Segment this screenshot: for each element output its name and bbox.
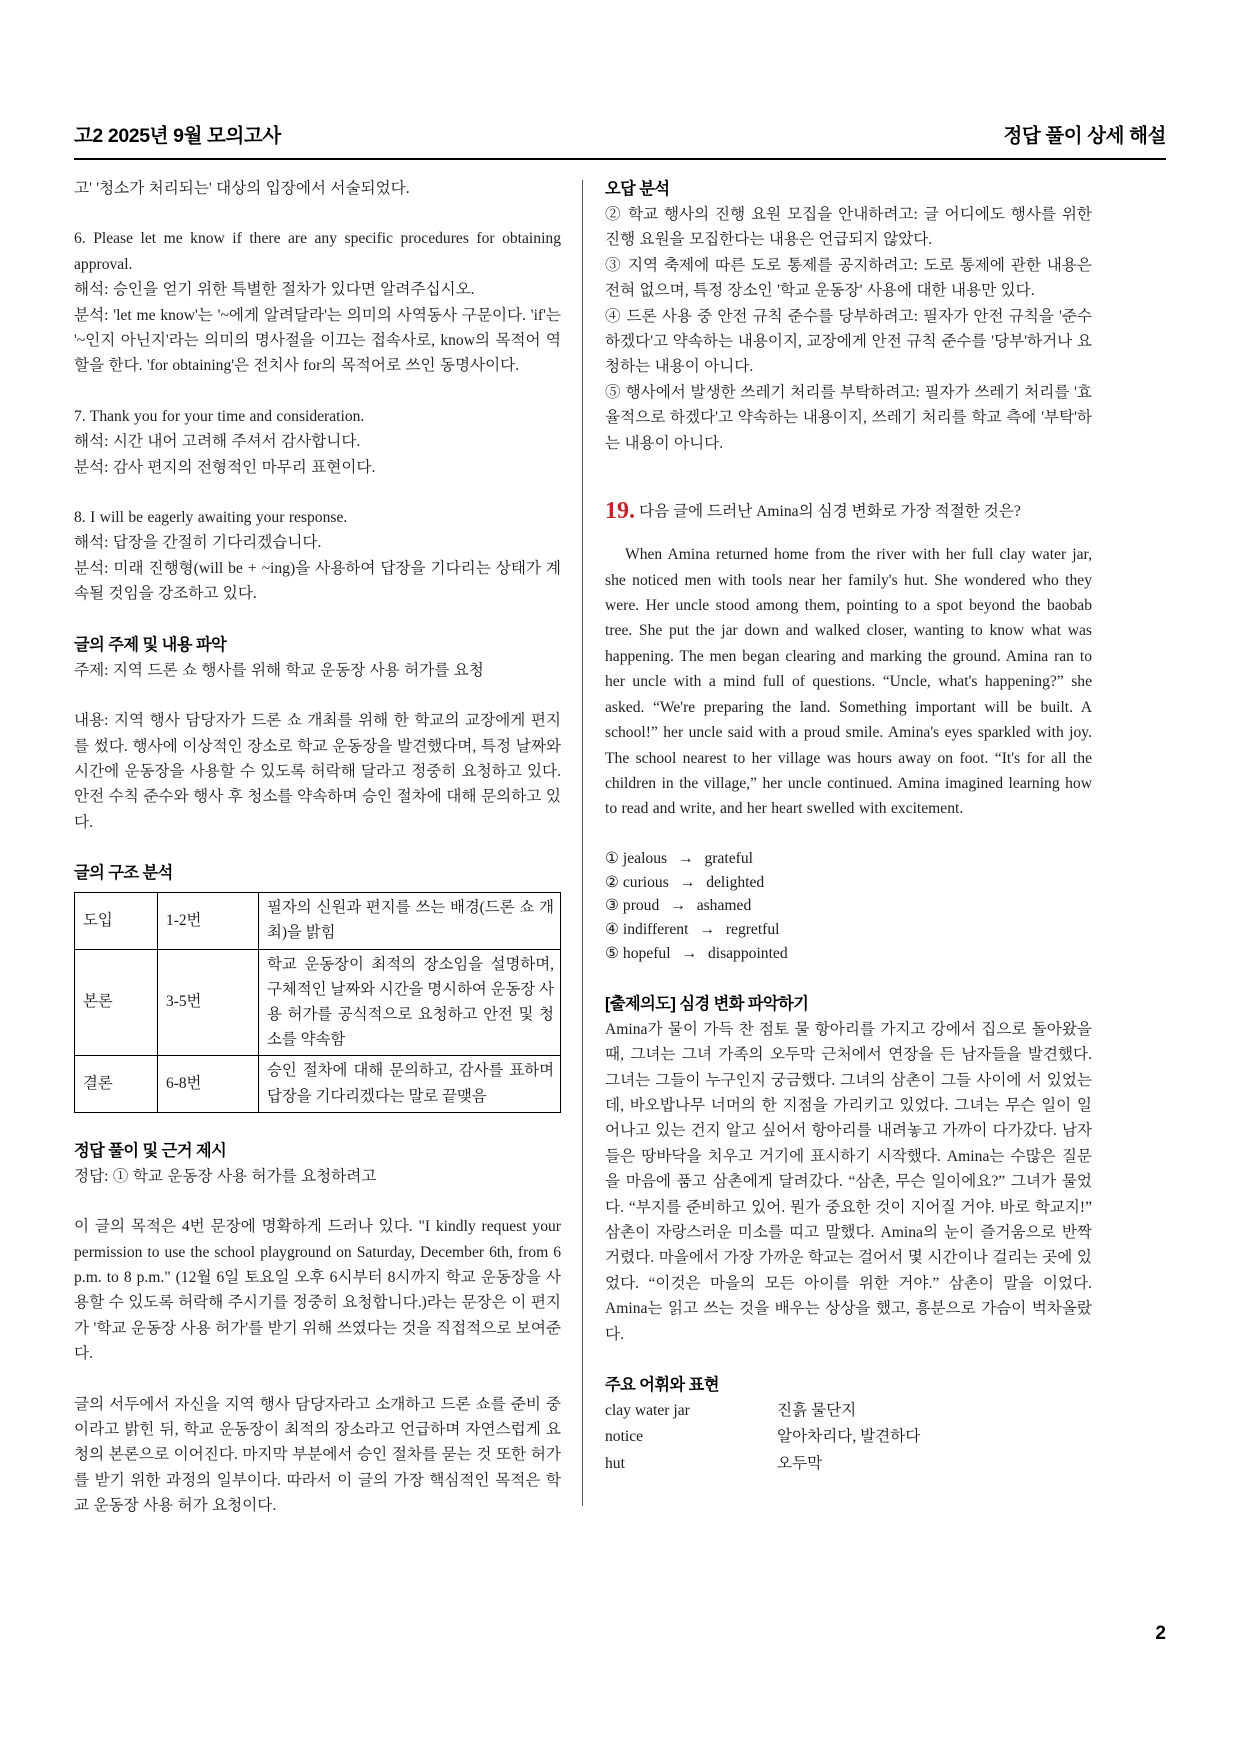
body-columns — [74, 176, 1166, 1576]
column-divider — [582, 180, 583, 1506]
sentence-7-english: 7. Thank you for your time and consideration. — [74, 407, 365, 425]
table-row — [75, 1056, 561, 1112]
sentence-8-analysis: 분석: 미래 진행형(will be + ~ing)을 사용하여 답장을 기다리는 상태가 계속될 것임을 강조하고 있다. — [74, 559, 561, 603]
vocab-entry — [605, 1398, 1092, 1425]
choice-to: delighted — [706, 873, 765, 891]
vocab-meaning: 알아차리다, 발견하다 — [777, 1428, 921, 1446]
answer-choice-5[interactable] — [605, 942, 1092, 966]
answer-choice-1[interactable] — [605, 847, 1092, 871]
question-number: 19. — [605, 497, 635, 524]
structure-description: 승인 절차에 대해 문의하고, 감사를 표하며 답장을 기다리겠다는 말로 끝맺음 — [259, 1056, 561, 1112]
spacer — [74, 683, 561, 708]
header-divider-rule — [74, 158, 1166, 160]
answer-choice-4[interactable] — [605, 918, 1092, 942]
answer-section-heading: 정답 풀이 및 근거 제시 — [74, 1141, 227, 1160]
sentence-7-analysis: 분석: 감사 편지의 전형적인 마무리 표현이다. — [74, 458, 376, 476]
structure-section-heading: 글의 구조 분석 — [74, 864, 173, 883]
vocab-entry — [605, 1451, 1092, 1478]
vocab-meaning: 오두막 — [777, 1454, 823, 1472]
answer-line: 정답: ① 학교 운동장 사용 허가를 요청하려고 — [74, 1167, 377, 1185]
choice-to: regretful — [725, 921, 780, 939]
structure-sentences: 6-8번 — [158, 1056, 259, 1112]
spacer — [74, 835, 561, 860]
question-passage: When Amina returned home from the river with her full clay water jar, she noticed men with tools near her family's hut. She wondered who they were. Her uncle stood among them, pointing to a spot beyond the baobab tree. She put the jar down and walked closer, wanting to know what was happening. The men began clearing and marking the ground. Amina ran to her uncle with a mind full of questions. “Uncle, what's happening?” she asked. “We're preparing the land. Something important will be built. A school!” her uncle said with a proud smile. Amina's eyes sparkled with joy. The school nearest to her village was hours away on foot. “It's for all the children in the village,” her uncle continued. Amina imagined learning how to read and write, and her heart swelled with excitement. — [605, 546, 1092, 818]
choice-marker: ③ — [605, 897, 619, 915]
choice-marker: ① — [605, 849, 619, 867]
choice-from: curious — [622, 873, 669, 891]
spacer — [605, 822, 1092, 847]
choice-from: jealous — [622, 849, 668, 867]
wrong-answer-section-heading: 오답 분석 — [605, 180, 670, 198]
wrong-answer-item-4: ④ 드론 사용 중 안전 규칙 준수를 당부하려고: 필자가 안전 규칙을 '준수하겠다'고 약속하는 내용이지, 교장에게 안전 규칙 준수를 '당부'하거나 요청하는 내용이 아니다. — [605, 307, 1092, 376]
question-prompt: 다음 글에 드러난 Amina의 심경 변화로 가장 적절한 것은? — [639, 502, 1021, 520]
spacer — [74, 1189, 561, 1214]
page-number: 2 — [1155, 1623, 1166, 1644]
spacer — [605, 456, 1092, 481]
wrong-answer-item-5: ⑤ 행사에서 발생한 쓰레기 처리를 부탁하려고: 필자가 쓰레기 처리를 '효율적으로 하겠다'고 약속하는 내용이지, 쓰레기 처리를 학교 측에 '부탁'하는 내용이 아니다. — [605, 383, 1092, 452]
arrow-icon: → — [679, 873, 696, 891]
vocab-section-heading: 주요 어휘와 표현 — [605, 1375, 719, 1394]
sentence-6-translation: 해석: 승인을 얻기 위한 특별한 절차가 있다면 알려주십시오. — [74, 281, 475, 299]
vocab-entry — [605, 1424, 1092, 1451]
sentence-6-analysis: 분석: 'let me know'는 '~에게 알려달라'는 의미의 사역동사 구문이다. 'if'는 '~인지 아닌지'라는 의미의 명사절을 이끄는 접속사로, know의 목적어 역할을 한다. 'for obtaining'은 전치사 for의 목적어로 쓰인 동명사이다. — [74, 306, 561, 375]
vocab-meaning: 진흙 물단지 — [777, 1401, 857, 1419]
answer-choice-2[interactable] — [605, 871, 1092, 895]
choice-marker: ② — [605, 873, 619, 891]
intent-section-heading: [출제의도] 심경 변화 파악하기 — [605, 994, 809, 1013]
answer-paragraph-1: 이 글의 목적은 4번 문장에 명확하게 드러나 있다. "I kindly request your permission to use the school playground on Saturday, December 6th, from 6 p.m. to 8 p.m." (12월 6일 토요일 오후 6시부터 8시까지 학교 운동장을 사용할 수 있도록 허락해 주시기를 정중히 요청합니다.)라는 문장은 이 편지가 '학교 운동장 사용 허가'를 받기 위해 쓰였다는 것을 직접적으로 보여준다. — [74, 1218, 561, 1363]
left-column — [74, 176, 561, 1576]
choice-from: indifferent — [622, 921, 689, 939]
answer-paragraph-2: 글의 서두에서 자신을 지역 행사 담당자라고 소개하고 드론 쇼를 준비 중이라고 밝힌 뒤, 학교 운동장이 최적의 장소라고 언급하며 자연스럽게 요청의 본론으로 이어진다. 마지막 부분에서 승인 절차를 묻는 것 또한 허가를 받기 위한 과정의 일부이다. 따라서 이 글의 가장 핵심적인 목적은 학교 운동장 사용 허가 요청이다. — [74, 1395, 561, 1515]
structure-stage: 결론 — [75, 1056, 158, 1112]
topic-content-line: 내용: 지역 행사 담당자가 드론 쇼 개최를 위해 한 학교의 교장에게 편지를 썼다. 행사에 이상적인 장소로 학교 운동장을 발견했다며, 특정 날짜와 시간에 운동장을 사용할 수 있도록 허락해 달라고 정중히 요청하고 있다. 안전 수칙 준수와 행사 후 청소를 약속하며 승인 절차에 대해 문의하고 있다. — [74, 712, 561, 831]
vocab-term: clay water jar — [605, 1401, 690, 1419]
choice-to: grateful — [704, 849, 753, 867]
sentence-7-translation: 해석: 시간 내어 고려해 주셔서 감사합니다. — [74, 433, 361, 451]
question-heading — [605, 497, 1092, 527]
structure-analysis-table — [74, 892, 561, 1113]
topic-section-heading: 글의 주제 및 내용 파악 — [74, 635, 227, 654]
choice-marker: ④ — [605, 921, 619, 939]
topic-line: 주제: 지역 드론 쇼 행사를 위해 학교 운동장 사용 허가를 요청 — [74, 661, 484, 679]
answer-choice-3[interactable] — [605, 894, 1092, 918]
structure-stage: 본론 — [75, 949, 158, 1056]
arrow-icon: → — [699, 921, 715, 939]
structure-sentences: 1-2번 — [158, 893, 259, 949]
choice-marker: ⑤ — [605, 944, 619, 962]
structure-stage: 도입 — [75, 893, 158, 949]
sentence-6-english: 6. Please let me know if there are any specific procedures for obtaining approval. — [74, 230, 561, 273]
choice-from: hopeful — [622, 944, 671, 962]
spacer — [74, 201, 561, 226]
structure-sentences: 3-5번 — [158, 949, 259, 1056]
wrong-answer-item-2: ② 학교 행사의 진행 요원 모집을 안내하려고: 글 어디에도 행사를 위한 진행 요원을 모집한다는 내용은 언급되지 않았다. — [605, 206, 1092, 249]
continued-paragraph: 고' '청소가 처리되는' 대상의 입장에서 서술되었다. — [74, 180, 410, 197]
arrow-icon: → — [670, 897, 686, 915]
spacer — [74, 1113, 561, 1138]
arrow-icon: → — [681, 944, 698, 962]
choice-to: disappointed — [707, 944, 788, 962]
spacer — [605, 1347, 1092, 1372]
spacer — [74, 1367, 561, 1392]
sentence-8-english: 8. I will be eagerly awaiting your response. — [74, 509, 348, 527]
page-header — [74, 120, 1166, 148]
structure-description: 학교 운동장이 최적의 장소임을 설명하며, 구체적인 날짜와 시간을 명시하여 운동장 사용 허가를 공식적으로 요청하고 안전 및 청소를 약속함 — [259, 949, 561, 1056]
header-right-title: 정답 풀이 상세 해설 — [1003, 125, 1166, 147]
header-left-title: 고2 2025년 9월 모의고사 — [74, 125, 281, 147]
intent-section-body: Amina가 물이 가득 찬 점토 물 항아리를 가지고 강에서 집으로 돌아왔을 때, 그녀는 그녀 가족의 오두막 근처에서 연장을 든 남자들을 발견했다. 그녀는 그들이 누구인지 궁금했다. 그녀의 삼촌이 그들 사이에 서 있었는데, 바오밥나무 너머의 한 지점을 가리키고 있었다. 그녀는 무슨 일이 일어나고 있는 건지 알고 싶어서 항아리를 내려놓고 가까이 다가갔다. 남자들은 땅바닥을 치우고 거기에 표시하기 시작했다. Amina는 수많은 질문을 마음에 품고 삼촌에게 달려갔다. “삼촌, 무슨 일이에요?” 그녀가 물었다. “부지를 준비하고 있어. 뭔가 중요한 것이 지어질 거야. 바로 학교지!” 삼촌이 자랑스러운 미소를 띠고 말했다. Amina의 눈이 즐거움으로 반짝거렸다. 마을에서 가장 가까운 학교는 걸어서 몇 시간이나 걸리는 곳에 있었다. “이것은 마을의 모든 아이를 위한 거야.” 삼촌이 말을 이었다. Amina는 읽고 쓰는 것을 배우는 상상을 했고, 흥분으로 가슴이 벅차올랐다. — [605, 1020, 1092, 1343]
choice-from: proud — [622, 897, 660, 915]
right-column — [605, 176, 1092, 1576]
spacer — [74, 607, 561, 632]
table-row — [75, 893, 561, 949]
choice-to: ashamed — [696, 897, 752, 915]
wrong-answer-item-3: ③ 지역 축제에 따른 도로 통제를 공지하려고: 도로 통제에 관한 내용은 전혀 없으며, 특정 장소인 '학교 운동장' 사용에 대한 내용만 있다. — [605, 256, 1092, 300]
spacer — [74, 379, 561, 404]
table-row — [75, 949, 561, 1056]
arrow-icon: → — [677, 849, 694, 867]
vocab-term: notice — [605, 1428, 644, 1446]
spacer — [605, 966, 1092, 991]
structure-description: 필자의 신원과 편지를 쓰는 배경(드론 쇼 개최)을 밝힘 — [259, 893, 561, 949]
vocab-term: hut — [605, 1454, 625, 1472]
spacer — [74, 480, 561, 505]
sentence-8-translation: 해석: 답장을 간절히 기다리겠습니다. — [74, 534, 322, 552]
